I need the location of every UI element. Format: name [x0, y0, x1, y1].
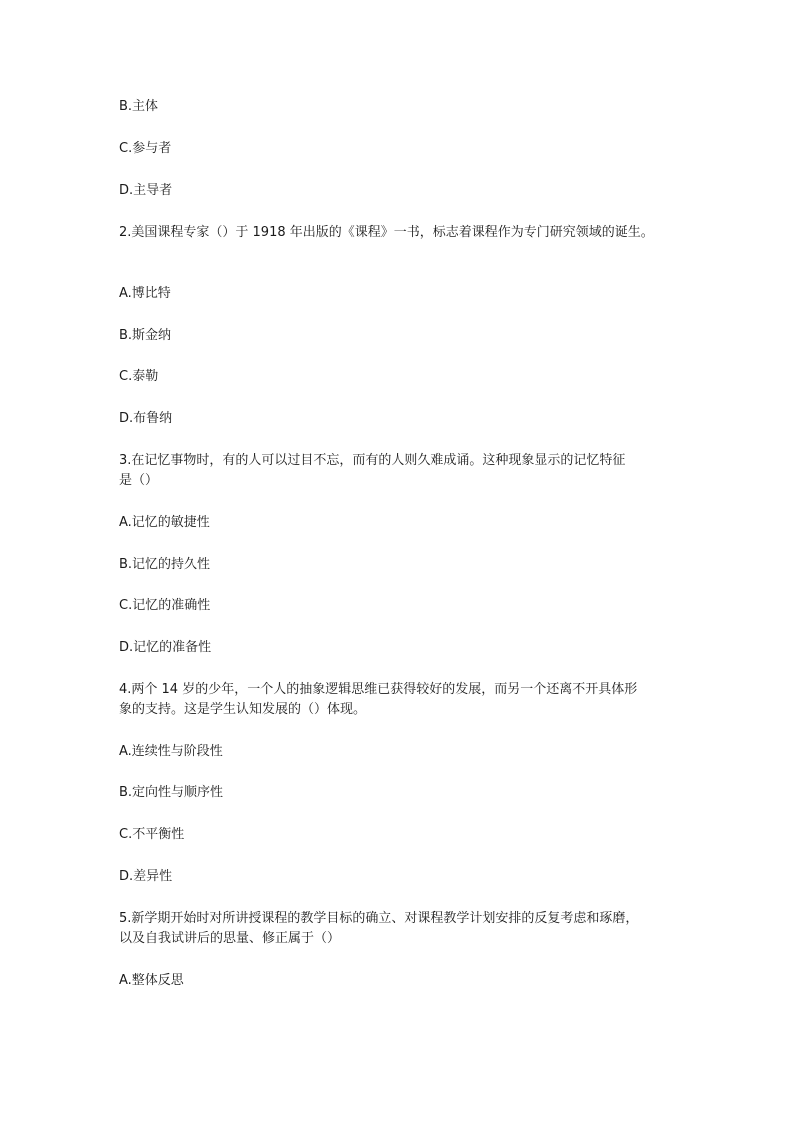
- question-3-text-line2: 是（）: [119, 473, 159, 488]
- question-2-text: 2.美国课程专家（）于 1918 年出版的《课程》一书，标志着课程作为专门研究领域的诞生。: [119, 225, 654, 240]
- option-c-fragment: C.参与者: [119, 141, 172, 156]
- question-3-option-d: D.记忆的准备性: [119, 640, 212, 655]
- question-4-option-c: C.不平衡性: [119, 827, 185, 842]
- question-3-option-b: B.记忆的持久性: [119, 557, 211, 572]
- question-2-option-a: A.博比特: [119, 286, 171, 301]
- question-4-text-line1: 4.两个 14 岁的少年，一个人的抽象逻辑思维已获得较好的发展，而另一个还离不开具体形: [119, 682, 638, 697]
- question-4-option-a: A.连续性与阶段性: [119, 744, 223, 759]
- question-4-option-d: D.差异性: [119, 869, 173, 884]
- question-3-option-c: C.记忆的准确性: [119, 598, 211, 613]
- question-4-option-b: B.定向性与顺序性: [119, 785, 224, 800]
- question-3-option-a: A.记忆的敏捷性: [119, 515, 210, 530]
- question-3-text-line1: 3.在记忆事物时，有的人可以过目不忘，而有的人则久难成诵。这种现象显示的记忆特征: [119, 453, 626, 468]
- question-2-option-d: D.布鲁纳: [119, 411, 173, 426]
- question-5-option-a: A.整体反思: [119, 973, 184, 988]
- question-5-text-line1: 5.新学期开始时对所讲授课程的教学目标的确立、对课程教学计划安排的反复考虑和琢磨，: [119, 911, 639, 926]
- question-2-option-c: C.泰勒: [119, 369, 159, 384]
- option-d-fragment: D.主导者: [119, 183, 173, 198]
- question-4-text-line2: 象的支持。这是学生认知发展的（）体现。: [119, 702, 367, 717]
- option-b-fragment: B.主体: [119, 99, 159, 114]
- question-5-text-line2: 以及自我试讲后的思量、修正属于（）: [119, 931, 341, 946]
- question-2-option-b: B.斯金纳: [119, 328, 172, 343]
